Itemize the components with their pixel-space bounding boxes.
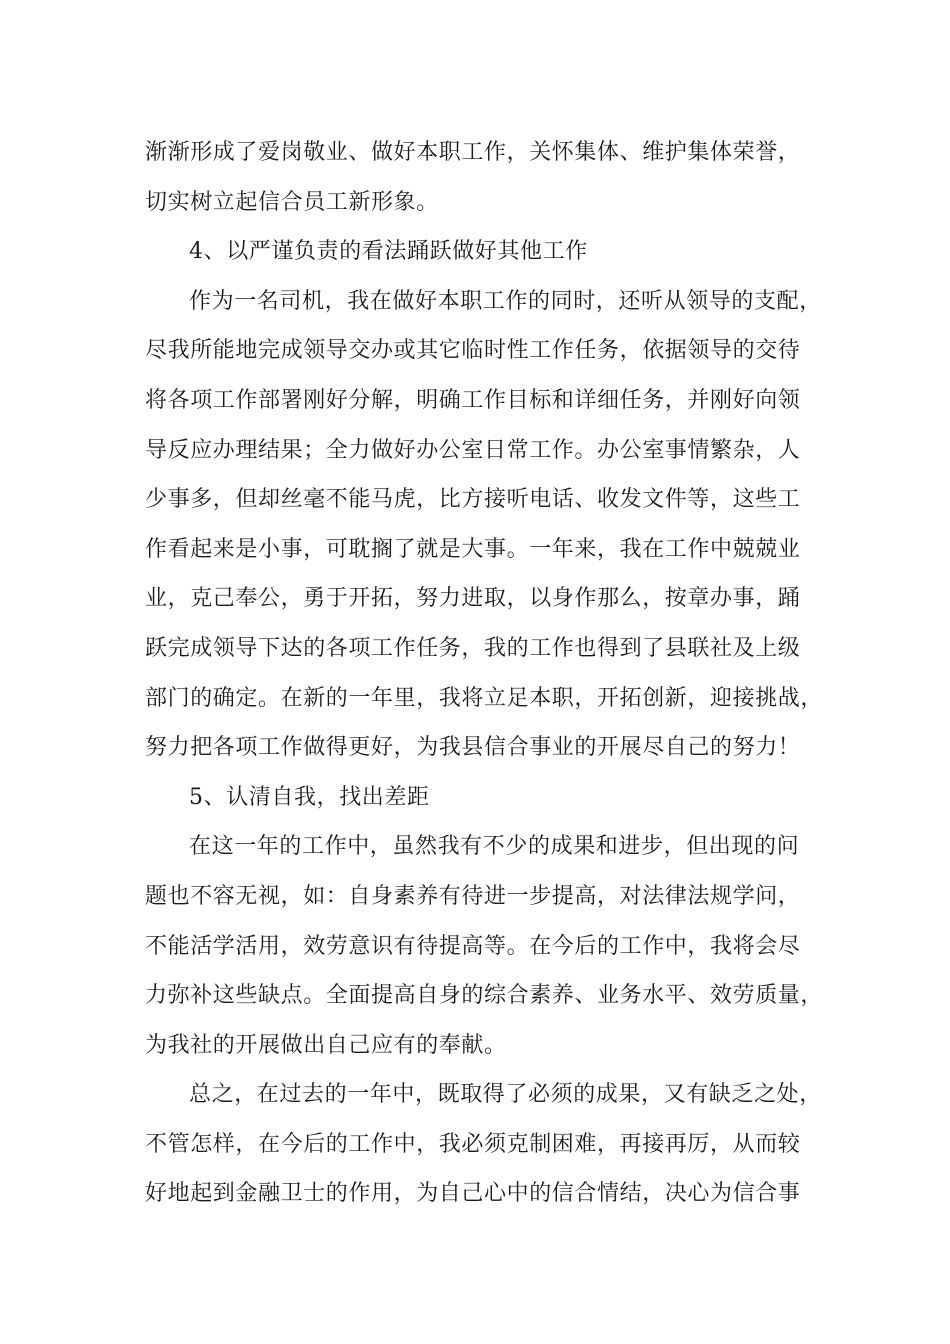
text-line: 导反应办理结果；全力做好办公室日常工作。办公室事情繁杂，人 <box>145 437 801 463</box>
document-body <box>145 128 845 1219</box>
text-line: 作看起来是小事，可耽搁了就是大事。一年来，我在工作中兢兢业 <box>145 536 801 562</box>
text-line: 少事多，但却丝毫不能马虎，比方接听电话、收发文件等，这些工 <box>145 487 801 513</box>
text-line: 将各项工作部署刚好分解，明确工作目标和详细任务，并刚好向领 <box>145 387 801 413</box>
text-line: 切实树立起信合员工新形象。 <box>145 189 439 215</box>
text-line: 业，克己奉公，勇于开拓，努力进取，以身作那么，按章办事，踊 <box>145 586 801 612</box>
section-heading: 4、以严谨负责的看法踊跃做好其他工作 <box>189 239 588 265</box>
text-line: 尽我所能地完成领导交办或其它临时性工作任务，依据领导的交待 <box>145 338 801 364</box>
text-line: 渐渐形成了爱岗敬业、做好本职工作，关怀集体、维护集体荣誉， <box>145 140 801 165</box>
text-line: 部门的确定。在新的一年里，我将立足本职，开拓创新，迎接挑战， <box>145 685 824 711</box>
text-line: 努力把各项工作做得更好，为我县信合事业的开展尽自己的努力！ <box>145 735 801 761</box>
text-line: 跃完成领导下达的各项工作任务，我的工作也得到了县联社及上级 <box>145 635 801 661</box>
text-line: 作为一名司机，我在做好本职工作的同时，还听从领导的支配， <box>189 288 822 314</box>
text-line: 为我社的开展做出自己应有的奉献。 <box>145 1032 507 1058</box>
text-line: 总之，在过去的一年中，既取得了必须的成果，又有缺乏之处， <box>189 1082 822 1108</box>
text-line: 在这一年的工作中，虽然我有不少的成果和进步，但出现的问 <box>189 834 800 860</box>
text-line: 不管怎样，在今后的工作中，我必须克制困难，再接再厉，从而较 <box>145 1131 801 1157</box>
text-line: 题也不容无视，如：自身素养有待进一步提高，对法律法规学问， <box>145 883 801 909</box>
text-line: 不能活学活用，效劳意识有待提高等。在今后的工作中，我将会尽 <box>145 933 801 959</box>
text-line: 力弥补这些缺点。全面提高自身的综合素养、业务水平、效劳质量， <box>145 983 824 1009</box>
section-heading: 5、认清自我，找出差距 <box>189 784 430 810</box>
text-line: 好地起到金融卫士的作用，为自己心中的信合情结，决心为信合事 <box>145 1181 801 1207</box>
